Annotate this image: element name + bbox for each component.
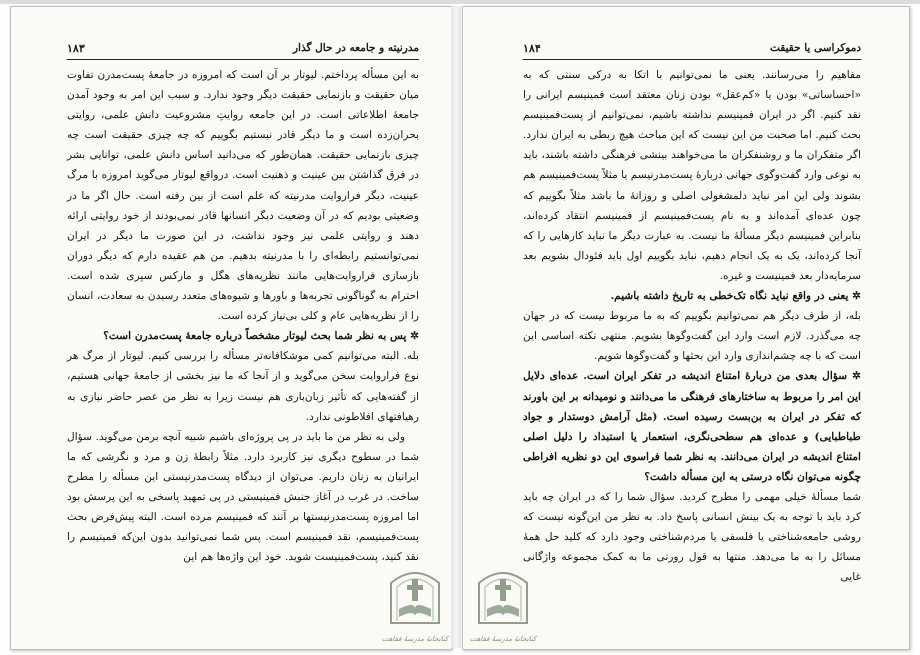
paragraph: ولی به نظر من ما باید در پی پروژه‌ای باشیم شبیه آنچه برمن می‌گوید. سؤال شما در سطوح دیگری نیز کاربرد دارد. مثلاً رابطهٔ زن و مرد و نگرشی که ما ایرانیان به زنان داریم. می‌توان از دیدگاه پست‌مدرنیستی این مسأله را مطرح ساخت. در غرب در آغاز جنبش فمینیستی در پی تمهید پاسخی به این پرسش بود اما امروزه پست‌مدرنیستها بر آنند که فمینیسم مرده است. البته پیش‌فرض بحث پست‌فمینیسم، نقد فمینیسم است. پس شما نمی‌توانید بدون این‌که فمینیسم را نقد کنید، پست‌فمینیست شوید. خود این واژه‌ها هم این (67, 430, 419, 564)
header-rule (523, 59, 861, 60)
library-seal-icon (381, 561, 449, 631)
interview-question (523, 286, 861, 306)
question-text: پس به نظر شما بحث لیوتار مشخصاً درباره جامعهٔ پست‌مدرن است؟ (103, 330, 407, 343)
asterism-icon: ✲ (848, 290, 861, 303)
book-page-right (462, 6, 910, 650)
paragraph: بله. البته می‌توانیم کمی موشکافانه‌تر مسأله را بررسی کنیم. لیوتار از مرگ هر نوع فراروایت سخن می‌گوید و از آنجا که ما نیز بخشی از جامعهٔ جهانی هستیم، از گفته‌هایی که تأثیر زبان‌باری هم نیست زیرا به نظر من عصر حاضر نیازی به رهیافتهای افلاطونی ندارد. (67, 350, 419, 423)
page-body (67, 65, 419, 567)
header-rule (67, 59, 419, 60)
paragraph: به این مسأله پرداختم. لیوتار بر آن است که امروزه در جامعهٔ پست‌مدرن تفاوت میان حقیقت و بازنمایی حقیقت دیگر وجود ندارد. و سبب این امر به وجود آمدن جامعهٔ اطلاعاتی است. در این جامعه روایتِ مشروعیت دانش علمی، روایتی بحران‌زده است و ما دیگر قادر نیستیم بگوییم که چه چیزی حقیقت است چه چیزی بازنمایی حقیقت. همان‌طور که می‌دانید اساس دانش علمی، توانایی بشر در فرق گذاشتن بین عینیت و ذهنیت است. درواقع لیوتار می‌گوید امروزه با مرگ عینیت، دیگر فراروایت مدرنیته که علم است از بین رفته است. حال اگر ما در وضعیتی بودیم که در آن وضعیت دیگر انسانها قادر نمی‌بودند از خود روایتی ارائه دهند و روایتی علمی نیز وجود نداشت، در این صورت ما دیگر در ایران نمی‌توانستیم رابطه‌ای را با مدرنیته بدهیم. من هم عقیده دارم که دیگر دوران بازسازی فراروایت‌هایی مانند نظریه‌های هگل و مارکس سپری شده است. احترام به گوناگونی تجربه‌ها و باورها و شیوه‌های متعدد رسیدن به سعادت، انسان را از نظریه‌هایی عام و کلی بی‌نیاز کرده است. (67, 69, 419, 323)
interview-question (67, 326, 419, 346)
running-title: مدرنیته و جامعه در حال گذار (292, 42, 419, 54)
library-watermark (381, 561, 449, 643)
book-page-left (10, 6, 452, 650)
page-body (523, 65, 861, 587)
viewer-toolbar-edge (0, 0, 920, 4)
page-number: ۱۸۳ (67, 42, 85, 55)
paragraph: مفاهیم را می‌رسانند. یعنی ما نمی‌توانیم با اتکا به درکی سنتی که به «احساساتی» بودن یا «کم‌عقل» بودن زنان معتقد است فمینیسم ایرانی را نقد کنیم. اگر در ایران فمینیسم نداشته باشیم، نمی‌توانیم از پست‌فمینیسم بحث کنیم. اما صحبت من این نیست که این مباحث هیچ ربطی به ایران ندارد. اگر متفکران ما و روشنفکران ما می‌خواهند بینشی فرهنگی داشته باشند، باید به نوعی وارد گفت‌وگوی جهانی دربارهٔ پست‌مدرنیسم یا مثلاً پست‌فمینیسم هم بشوند ولی این امر نباید دلمشغولی اصلی و روزانهٔ ما باشد مثلاً بگوییم که چون عده‌ای آمده‌اند و به نام پست‌فمینیسم از فمینیسم انتقاد کرده‌اند، بنابراین فمینیسم دیگر مسألهٔ ما نیست. به عبارت دیگر ما نباید کارهایی را که آنجا کرده‌اند، یک به یک انجام دهیم، نباید بگوییم اول باید فئودال بشویم بعد سرمایه‌دار بعد فمینیست و غیره. (523, 69, 861, 282)
running-title: دموکراسی یا حقیقت (769, 42, 861, 54)
question-text: سؤال بعدی من دربارهٔ امتناع اندیشه در تفکر ایران است. عده‌ای دلایل این امر را مربوط به ساختارهای فرهنگی ما می‌دانند و نومیدانه بر این باورند که تفکر در ایران به بن‌بست رسیده است. (مثل آرامش دوستدار و جواد طباطبایی) و عده‌ای هم سطحی‌نگری، استعمار یا استبداد را دلیل اصلی امتناع اندیشه در ایران می‌دانند. به نظر شما فراسوی این دو نظریه افراطی چگونه می‌توان نگاه درستی به این مسأله داشت؟ (523, 370, 861, 483)
book-spine (451, 6, 461, 648)
question-text: یعنی در واقع نباید نگاه تک‌خطی به تاریخ داشته باشیم. (610, 290, 849, 303)
library-watermark (469, 561, 537, 643)
page-number: ۱۸۴ (523, 42, 541, 55)
watermark-text: کتابخانهٔ مدرسهٔ فقاهت (381, 635, 449, 643)
paragraph: شما مسألهٔ خیلی مهمی را مطرح کردید. سؤال شما را که در ایران چه باید کرد باید با توجه به یک بینش انسانی پاسخ داد. به نظر من این‌گونه نیست که روشی جامعه‌شناختی یا فلسفی یا مردم‌شناختی وجود دارد که کلید حل همهٔ مسائل را به ما می‌دهد. منتها به قول رورتی ما به کمک مجموعه واژگانی غایی (523, 490, 861, 584)
paragraph: بله، از طرف دیگر هم نمی‌توانیم بگوییم که به ما مربوط نیست که در جهان چه می‌گذرد. لازم است وارد این گفت‌وگوها بشویم. منتهی نکته اساسی این است که با چه چشم‌اندازی وارد این بحثها و گفت‌وگوها شویم. (523, 310, 861, 363)
library-seal-icon (469, 561, 537, 631)
watermark-text: کتابخانهٔ مدرسهٔ فقاهت (469, 635, 537, 643)
running-head (67, 42, 419, 58)
interview-question (523, 366, 861, 487)
asterism-icon: ✲ (406, 330, 419, 343)
running-head (523, 42, 861, 58)
asterism-icon: ✲ (847, 370, 861, 383)
